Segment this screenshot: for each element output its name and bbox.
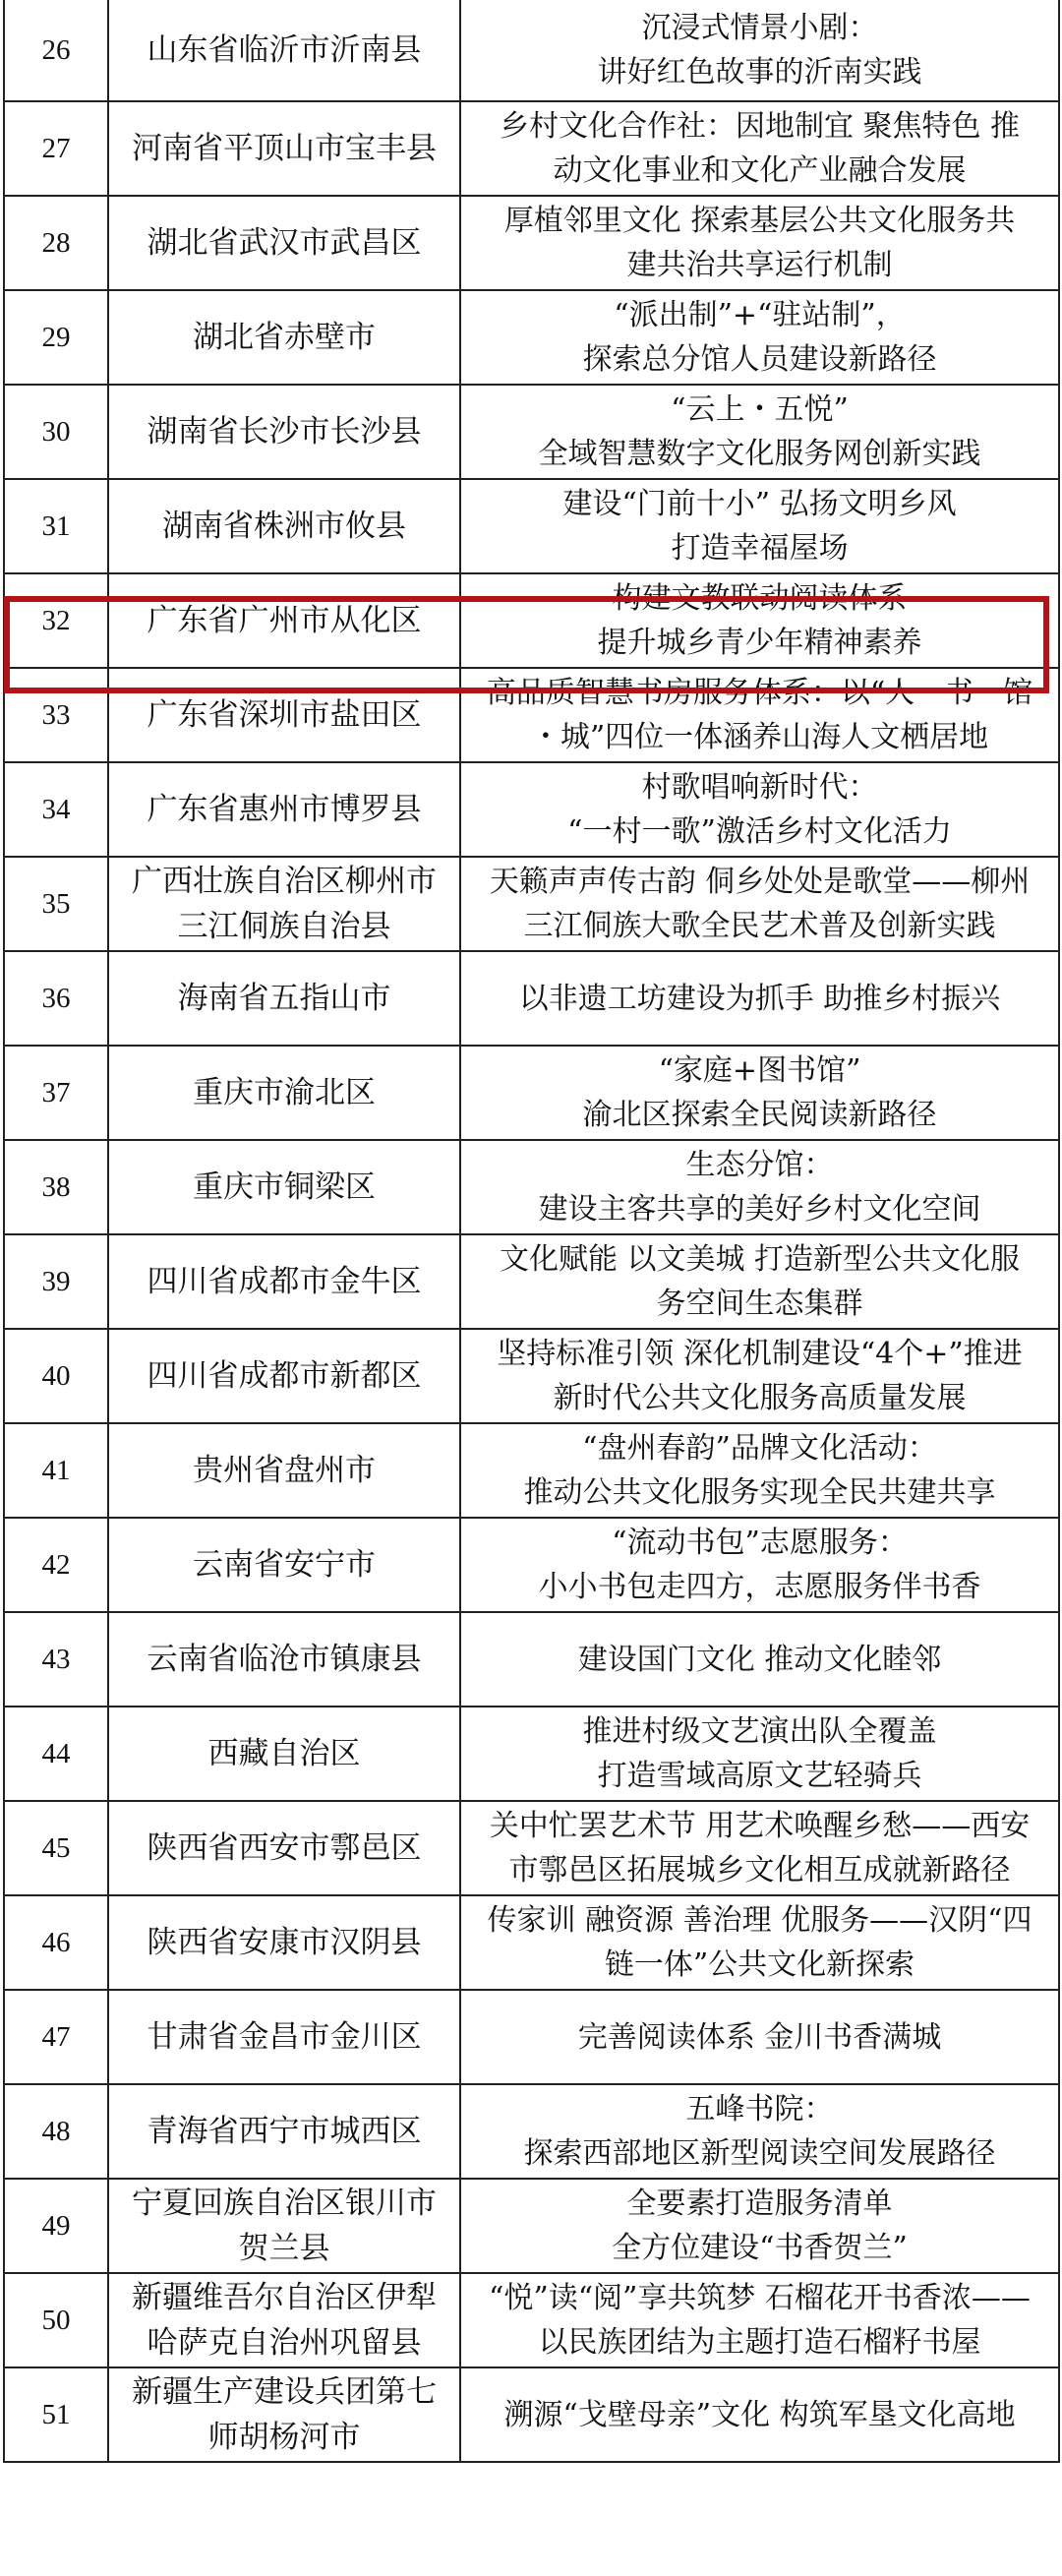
case-title-line: 天籁声声传古韵 侗乡处处是歌堂——柳州 [489, 865, 1031, 899]
region-cell [108, 385, 460, 479]
region-cell [108, 290, 460, 385]
row-number-cell: 42 [4, 1518, 108, 1612]
case-title-line: “盘州春韵”品牌文化活动： [582, 1431, 937, 1466]
row-number-cell: 47 [4, 1990, 108, 2084]
row-number-cell: 36 [4, 951, 108, 1046]
table-row [4, 1518, 1059, 1612]
row-number-cell: 37 [4, 1046, 108, 1140]
table-row [4, 1140, 1059, 1234]
case-title-line: 关中忙罢艺术节 用艺术唤醒乡愁——西安 [489, 1809, 1031, 1843]
case-title-line: 乡村文化合作社：因地制宜 聚焦特色 推 [499, 109, 1021, 144]
table-row [4, 951, 1059, 1046]
row-number-cell: 28 [4, 196, 108, 290]
case-title-line: 探索总分馆人员建设新路径 [582, 342, 937, 377]
case-title-line: 推动公共文化服务实现全民共建共享 [523, 1475, 996, 1510]
case-title-cell [460, 385, 1059, 479]
case-title-line: 三江侗族大歌全民艺术普及创新实践 [523, 909, 996, 943]
row-number-cell: 48 [4, 2084, 108, 2179]
case-title-cell [460, 1329, 1059, 1423]
case-title-line: 小小书包走四方，志愿服务伴书香 [538, 1570, 981, 1604]
case-title-line: 完善阅读体系 金川书香满城 [577, 2019, 942, 2055]
region-text-line: 湖北省武汉市武昌区 [147, 225, 422, 261]
table-row [4, 2367, 1059, 2462]
case-title-cell [460, 479, 1059, 573]
region-text-line: 哈萨克自治州巩留县 [147, 2325, 422, 2361]
region-text-line: 青海省西宁市城西区 [147, 2114, 422, 2149]
row-number-cell: 41 [4, 1423, 108, 1518]
region-text-line: 广东省深圳市盐田区 [147, 697, 422, 733]
case-title-line: 高品质智慧书房服务体系：以“人・书・馆 [486, 676, 1033, 710]
row-number-cell: 49 [4, 2179, 108, 2273]
case-title-line: “悦”读“阅”享共筑梦 石榴花开书香浓—— [489, 2281, 1031, 2315]
row-number-cell: 30 [4, 385, 108, 479]
region-cell [108, 2084, 460, 2179]
table-row [4, 1234, 1059, 1329]
region-text-line: 湖南省长沙市长沙县 [147, 414, 422, 449]
case-title-line: 五峰书院： [685, 2092, 834, 2127]
case-title-line: 坚持标准引领 深化机制建设“4个+”推进 [497, 1337, 1023, 1371]
case-title-line: 建设国门文化 推动文化睦邻 [577, 1642, 942, 1677]
region-text-line: 四川省成都市金牛区 [147, 1264, 422, 1299]
region-text-line: 广西壮族自治区柳州市 [132, 864, 437, 899]
row-number-cell: 45 [4, 1801, 108, 1895]
case-title-cell [460, 1990, 1059, 2084]
case-title-line: 提升城乡青少年精神素养 [597, 626, 922, 660]
row-number-cell: 46 [4, 1895, 108, 1990]
case-title-cell [460, 2273, 1059, 2367]
region-cell [108, 1612, 460, 1707]
region-text-line: 贵州省盘州市 [193, 1453, 376, 1488]
table-row [4, 2179, 1059, 2273]
region-text-line: 山东省临沂市沂南县 [147, 32, 422, 68]
region-text-line: 宁夏回族自治区银川市 [132, 2186, 437, 2221]
region-cell [108, 1707, 460, 1801]
table-body [4, 0, 1059, 2462]
case-title-line: 打造雪域高原文艺轻骑兵 [597, 1759, 922, 1793]
region-text-line: 陕西省安康市汉阴县 [147, 1925, 422, 1960]
row-number-cell: 35 [4, 857, 108, 951]
case-title-line: 生态分馆： [685, 1148, 834, 1182]
region-text-line: 贺兰县 [238, 2231, 330, 2266]
case-title-line: 建共治共享运行机制 [626, 248, 893, 282]
case-title-cell [460, 668, 1059, 762]
region-cell [108, 2367, 460, 2462]
region-text-line: 三江侗族自治县 [177, 909, 391, 944]
row-number-cell: 39 [4, 1234, 108, 1329]
table-row [4, 2273, 1059, 2367]
region-text-line: 师胡杨河市 [207, 2420, 361, 2455]
region-text-line: 湖南省株洲市攸县 [162, 509, 406, 544]
region-cell [108, 857, 460, 951]
case-title-line: 建设主客共享的美好乡村文化空间 [538, 1192, 981, 1227]
table-row [4, 1990, 1059, 2084]
table-row [4, 101, 1059, 196]
case-title-line: “家庭+图书馆” [658, 1053, 861, 1088]
row-number-cell: 26 [4, 0, 108, 101]
case-title-line: 打造幸福屋场 [671, 531, 849, 566]
case-title-cell [460, 101, 1059, 196]
region-cell [108, 2179, 460, 2273]
table-row [4, 196, 1059, 290]
region-cell [108, 1990, 460, 2084]
table-row [4, 762, 1059, 857]
row-number-cell: 51 [4, 2367, 108, 2462]
case-title-cell [460, 0, 1059, 101]
region-cell [108, 2273, 460, 2367]
case-title-cell [460, 1140, 1059, 1234]
region-cell [108, 1046, 460, 1140]
case-title-line: 动文化事业和文化产业融合发展 [553, 153, 967, 188]
region-text-line: 陕西省西安市鄠邑区 [147, 1830, 422, 1866]
region-cell [108, 951, 460, 1046]
table-row [4, 1423, 1059, 1518]
case-title-line: 传家训 融资源 善治理 优服务——汉阴“四 [487, 1903, 1032, 1938]
row-number-cell: 40 [4, 1329, 108, 1423]
row-number-cell: 44 [4, 1707, 108, 1801]
region-text-line: 云南省临沧市镇康县 [147, 1642, 422, 1677]
case-title-cell [460, 1518, 1059, 1612]
case-title-cell [460, 290, 1059, 385]
case-list-table [3, 0, 1060, 2463]
row-number-cell: 34 [4, 762, 108, 857]
case-title-line: 村歌唱响新时代： [641, 770, 878, 805]
case-title-cell [460, 1234, 1059, 1329]
case-title-line: 讲好红色故事的沂南实践 [597, 55, 922, 90]
row-number-cell: 32 [4, 573, 108, 668]
region-text-line: 甘肃省金昌市金川区 [147, 2019, 422, 2055]
case-title-line: 探索西部地区新型阅读空间发展路径 [523, 2136, 996, 2171]
table-row [4, 1329, 1059, 1423]
region-text-line: 海南省五指山市 [177, 981, 391, 1016]
row-number-cell: 50 [4, 2273, 108, 2367]
case-title-line: 沉浸式情景小剧： [641, 11, 878, 45]
region-cell [108, 668, 460, 762]
case-title-cell [460, 573, 1059, 668]
case-title-line: 新时代公共文化服务高质量发展 [553, 1381, 967, 1415]
region-cell [108, 1895, 460, 1990]
table-row [4, 1895, 1059, 1990]
row-number-cell: 43 [4, 1612, 108, 1707]
case-title-line: 以民族团结为主题打造石榴籽书屋 [538, 2325, 981, 2360]
case-title-cell [460, 1895, 1059, 1990]
region-text-line: 湖北省赤壁市 [193, 320, 376, 355]
case-title-line: “流动书包”志愿服务： [612, 1526, 908, 1560]
case-title-line: 推进村级文艺演出队全覆盖 [582, 1714, 937, 1749]
case-title-line: 以非遗工坊建设为抓手 助推乡村振兴 [518, 981, 1001, 1016]
case-title-cell [460, 1612, 1059, 1707]
case-title-line: 溯源“戈壁母亲”文化 构筑军垦文化高地 [503, 2397, 1016, 2432]
case-title-cell [460, 1046, 1059, 1140]
region-text-line: 广东省惠州市博罗县 [147, 792, 422, 827]
region-text-line: 云南省安宁市 [193, 1547, 376, 1583]
table-row [4, 573, 1059, 668]
region-text-line: 重庆市铜梁区 [193, 1169, 376, 1205]
table-row [4, 1612, 1059, 1707]
table-row [4, 857, 1059, 951]
region-text-line: 新疆维吾尔自治区伊犁 [132, 2280, 437, 2315]
case-title-line: 建设“门前十小” 弘扬文明乡风 [562, 487, 957, 521]
case-title-cell [460, 1423, 1059, 1518]
case-title-line: 构建文教联动阅读体系 [612, 581, 908, 616]
region-cell [108, 1140, 460, 1234]
region-cell [108, 1329, 460, 1423]
table-row [4, 1801, 1059, 1895]
region-cell [108, 1801, 460, 1895]
table-row [4, 385, 1059, 479]
region-cell [108, 1423, 460, 1518]
case-title-cell [460, 196, 1059, 290]
case-title-line: ・城”四位一体涵养山海人文栖居地 [530, 720, 989, 754]
case-title-line: “派出制”+“驻站制”， [614, 298, 906, 332]
table-row [4, 2084, 1059, 2179]
row-number-cell: 29 [4, 290, 108, 385]
region-cell [108, 479, 460, 573]
region-cell [108, 762, 460, 857]
case-title-cell [460, 2367, 1059, 2462]
case-title-line: “一村一歌”激活乡村文化活力 [567, 814, 952, 849]
table-row [4, 0, 1059, 101]
region-text-line: 重庆市渝北区 [193, 1075, 376, 1110]
row-number-cell: 33 [4, 668, 108, 762]
table-row [4, 668, 1059, 762]
region-text-line: 广东省广州市从化区 [147, 603, 422, 638]
table-row [4, 479, 1059, 573]
region-cell [108, 1234, 460, 1329]
table-row [4, 290, 1059, 385]
region-cell [108, 573, 460, 668]
case-title-line: 厚植邻里文化 探索基层公共文化服务共 [503, 204, 1016, 238]
case-title-line: 全方位建设“书香贺兰” [612, 2231, 908, 2265]
case-title-line: 链一体”公共文化新探索 [604, 1947, 915, 1982]
case-title-line: 全域智慧数字文化服务网创新实践 [538, 437, 981, 471]
case-title-line: 务空间生态集群 [656, 1287, 863, 1321]
case-title-line: 文化赋能 以文美城 打造新型公共文化服 [499, 1242, 1021, 1277]
row-number-cell: 31 [4, 479, 108, 573]
case-title-cell [460, 857, 1059, 951]
case-title-line: “云上・五悦” [671, 392, 849, 427]
case-title-cell [460, 951, 1059, 1046]
case-title-cell [460, 1801, 1059, 1895]
case-title-cell [460, 1707, 1059, 1801]
region-text-line: 河南省平顶山市宝丰县 [132, 131, 437, 166]
region-cell [108, 1518, 460, 1612]
region-text-line: 新疆生产建设兵团第七 [132, 2374, 437, 2410]
region-cell [108, 0, 460, 101]
region-cell [108, 196, 460, 290]
case-title-line: 渝北区探索全民阅读新路径 [582, 1098, 937, 1132]
row-number-cell: 27 [4, 101, 108, 196]
row-number-cell: 38 [4, 1140, 108, 1234]
case-title-cell [460, 2179, 1059, 2273]
table-row [4, 1046, 1059, 1140]
case-title-line: 全要素打造服务清单 [626, 2187, 893, 2221]
case-title-line: 市鄠邑区拓展城乡文化相互成就新路径 [508, 1853, 1011, 1887]
case-title-cell [460, 2084, 1059, 2179]
case-title-cell [460, 762, 1059, 857]
region-text-line: 西藏自治区 [207, 1736, 361, 1771]
region-cell [108, 101, 460, 196]
region-text-line: 四川省成都市新都区 [147, 1358, 422, 1394]
table-row [4, 1707, 1059, 1801]
